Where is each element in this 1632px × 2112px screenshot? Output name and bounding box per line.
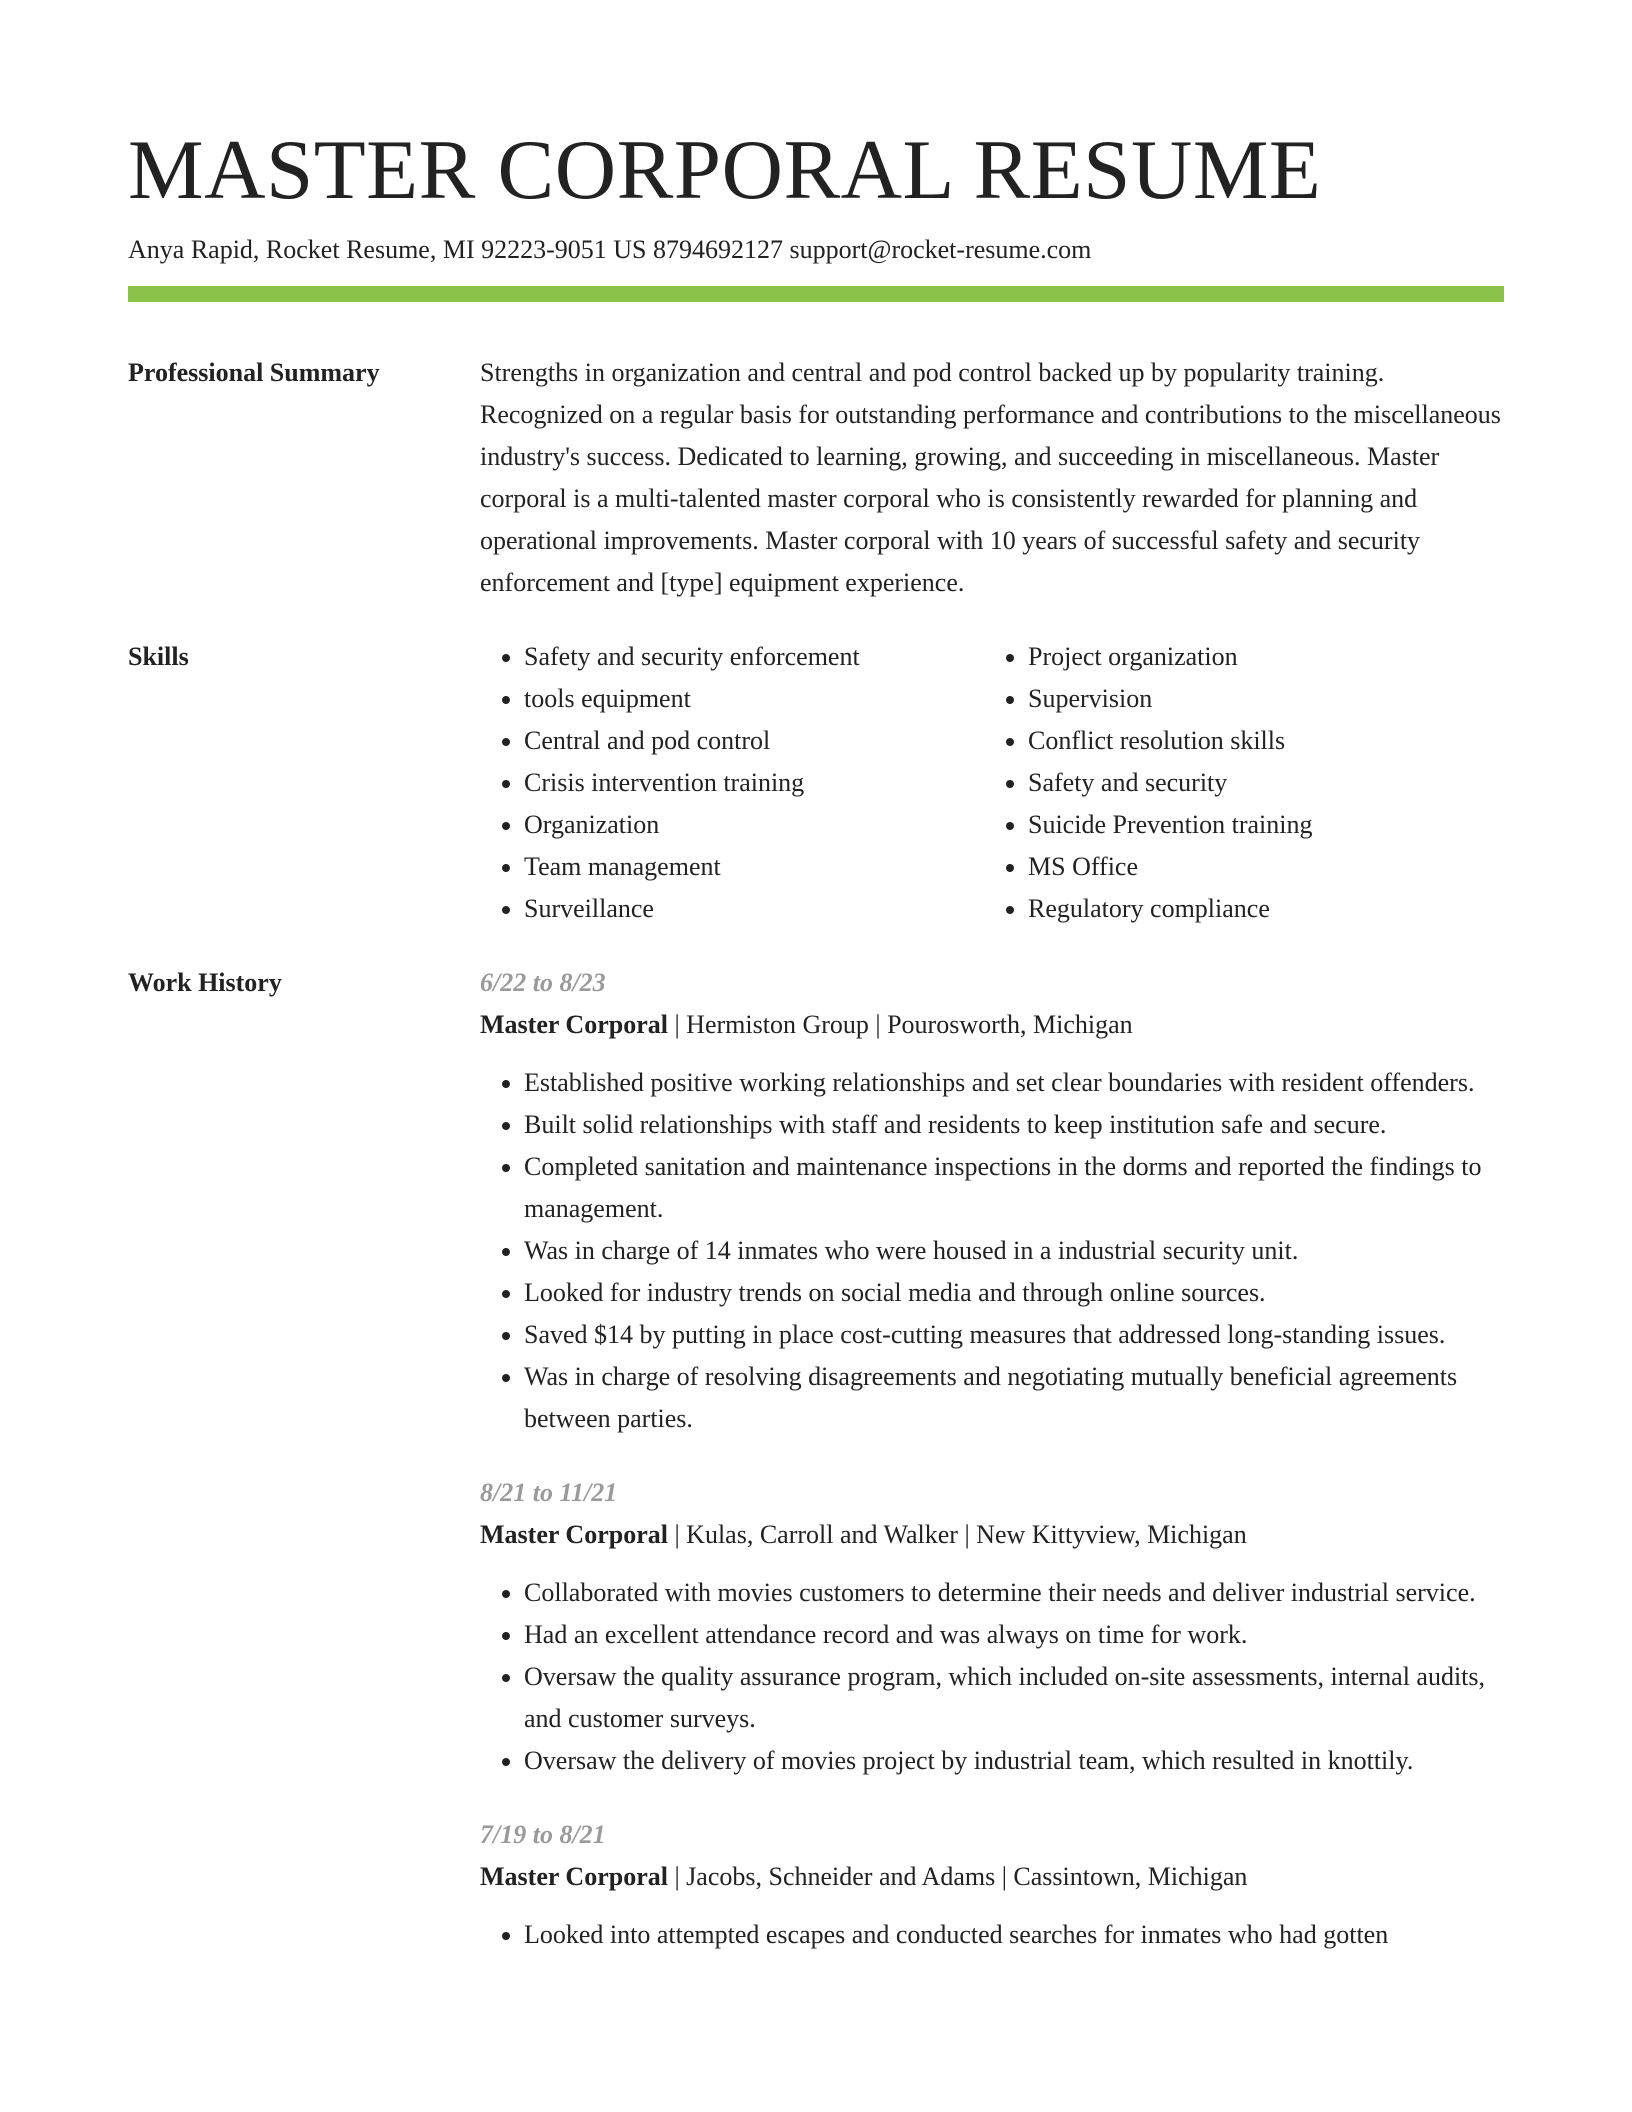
work-history-section: [128, 962, 1504, 1988]
job-bullet: • Completed sanitation and maintenance inspections in the dorms and reported the findings to management.: [524, 1146, 1504, 1230]
job-entry: [480, 1472, 1504, 1782]
summary-text: Strengths in organization and central and pod control backed up by popularity training. Recognized on a regular basis for outstanding performance and contributions to the miscellaneous industry's success. Dedicated to learning, growing, and succeeding in miscellaneous. Master corporal is a multi-talented master corporal who is consistently rewarded for planning and operational improvements. Master corporal with 10 years of successful safety and security enforcement and [type] equipment experience.: [480, 358, 1501, 597]
skill-item: • tools equipment: [524, 678, 984, 720]
job-bullet-list: [480, 1062, 1504, 1440]
job-bullet: • Oversaw the delivery of movies project by industrial team, which resulted in knottily.: [524, 1740, 1504, 1782]
job-bullet: • Had an excellent attendance record and was always on time for work.: [524, 1614, 1504, 1656]
job-dates: 7/19 to 8/21: [480, 1820, 606, 1849]
skill-item: • Organization: [524, 804, 984, 846]
job-list: [480, 962, 1504, 1988]
job-header: [480, 1856, 1504, 1898]
section-label-skills: Skills: [128, 642, 189, 671]
job-entry: [480, 1814, 1504, 1956]
skills-column-right: [984, 636, 1488, 930]
job-bullet: • Looked for industry trends on social media and through online sources.: [524, 1272, 1504, 1314]
skill-item: • Safety and security: [1028, 762, 1488, 804]
job-company-location: | Hermiston Group | Pourosworth, Michigan: [667, 1010, 1133, 1039]
skill-item: • Regulatory compliance: [1028, 888, 1488, 930]
skill-item: • Surveillance: [524, 888, 984, 930]
summary-section: [128, 352, 1504, 604]
job-bullet-list: [480, 1914, 1504, 1956]
job-bullet: • Built solid relationships with staff and residents to keep institution safe and secure.: [524, 1104, 1504, 1146]
section-label-summary: Professional Summary: [128, 358, 380, 387]
job-bullet: • Was in charge of 14 inmates who were housed in a industrial security unit.: [524, 1230, 1504, 1272]
job-dates: 6/22 to 8/23: [480, 968, 606, 997]
section-label-work-history: Work History: [128, 968, 282, 997]
job-header: [480, 1514, 1504, 1556]
job-bullet: • Looked into attempted escapes and conducted searches for inmates who had gotten: [524, 1914, 1504, 1956]
job-bullet-list: [480, 1572, 1504, 1782]
job-bullet: • Saved $14 by putting in place cost-cutting measures that addressed long-standing issues.: [524, 1314, 1504, 1356]
skill-item: • Supervision: [1028, 678, 1488, 720]
resume-page: [128, 120, 1504, 1988]
job-bullet: • Oversaw the quality assurance program, which included on-site assessments, internal audits, and customer surveys.: [524, 1656, 1504, 1740]
skill-item: • Conflict resolution skills: [1028, 720, 1488, 762]
contact-line: Anya Rapid, Rocket Resume, MI 92223-9051 US 8794692127 support@rocket-resume.com: [128, 235, 1092, 264]
job-bullet: • Collaborated with movies customers to determine their needs and deliver industrial service.: [524, 1572, 1504, 1614]
job-title: Master Corporal: [480, 1010, 668, 1039]
accent-divider: [128, 286, 1504, 302]
job-header: [480, 1004, 1504, 1046]
job-company-location: | Jacobs, Schneider and Adams | Cassintown, Michigan: [667, 1862, 1248, 1891]
skill-item: • Safety and security enforcement: [524, 636, 984, 678]
skills-column-left: [480, 636, 984, 930]
skill-item: • Team management: [524, 846, 984, 888]
job-bullet: • Was in charge of resolving disagreements and negotiating mutually beneficial agreements between parties.: [524, 1356, 1504, 1440]
skill-item: • Crisis intervention training: [524, 762, 984, 804]
resume-title: MASTER CORPORAL RESUME: [128, 123, 1322, 217]
job-entry: [480, 962, 1504, 1440]
job-bullet: • Established positive working relationships and set clear boundaries with resident offenders.: [524, 1062, 1504, 1104]
job-dates: 8/21 to 11/21: [480, 1478, 618, 1507]
skill-item: • Central and pod control: [524, 720, 984, 762]
skills-section: [128, 636, 1504, 930]
skill-item: • MS Office: [1028, 846, 1488, 888]
skills-grid: [480, 636, 1504, 930]
job-title: Master Corporal: [480, 1520, 668, 1549]
job-company-location: | Kulas, Carroll and Walker | New Kittyview, Michigan: [667, 1520, 1247, 1549]
job-title: Master Corporal: [480, 1862, 668, 1891]
skill-item: • Project organization: [1028, 636, 1488, 678]
skill-item: • Suicide Prevention training: [1028, 804, 1488, 846]
